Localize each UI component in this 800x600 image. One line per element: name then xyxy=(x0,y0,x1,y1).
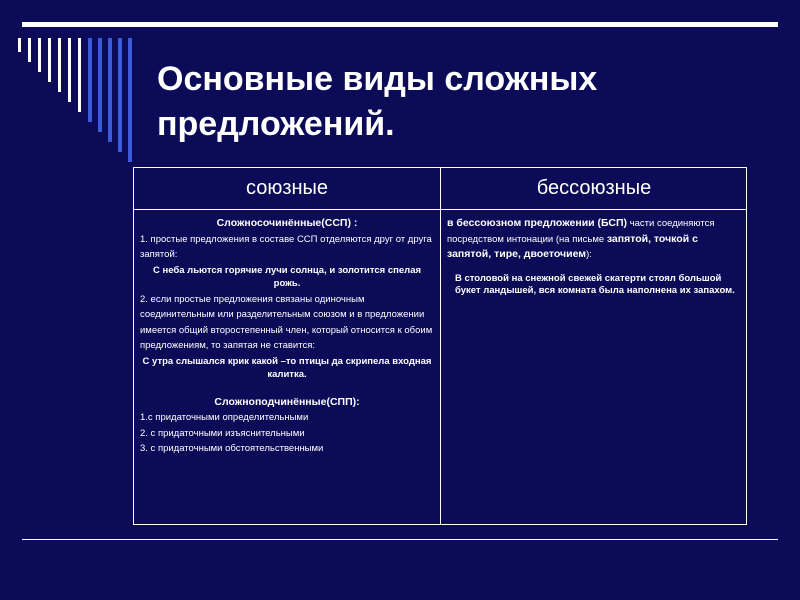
column-divider xyxy=(440,168,441,524)
ssp-rule-1: 1. простые предложения в составе ССП отделяются друг от друга запятой: xyxy=(140,233,432,260)
spp-item-3: 3. с придаточными обстоятельственными xyxy=(140,443,324,454)
comparison-table xyxy=(133,167,747,525)
decorative-stripes xyxy=(18,38,138,163)
header-union: союзные xyxy=(245,177,329,199)
ssp-example-1: С неба льются горячие лучи солнца, и золотится спелая рожь. xyxy=(152,264,422,289)
cell-union-content xyxy=(140,216,434,457)
bsp-definition xyxy=(447,216,739,263)
bsp-text: части соединяются посредством интонации (на письме xyxy=(447,218,715,245)
ssp-title: Сложносочинённые(ССП) : xyxy=(216,217,358,229)
ssp-rule-2: 2. если простые предложения связаны одиночным соединительным или разделительным союзом и в предложении имеется общий второстепенный член, который относится к обоим предложениям, то запятая не ставится: xyxy=(140,293,433,351)
slide-title: Основные виды сложных предложений. xyxy=(157,60,598,143)
spp-item-1: 1.с придаточными определительными xyxy=(140,412,309,423)
bsp-punctuation: запятой, точкой с запятой, тире, двоеточием xyxy=(447,232,698,260)
spp-title: Сложноподчинённые(СПП): xyxy=(214,395,360,408)
bsp-term: в бессоюзном предложении (БСП) xyxy=(447,217,628,229)
header-divider xyxy=(134,209,746,210)
cell-nonunion-content xyxy=(447,216,739,298)
header-nonunion: бессоюзные xyxy=(536,177,652,199)
spp-item-2: 2. с придаточными изъяснительными xyxy=(140,427,305,439)
bsp-example: В столовой на снежной свежей скатерти стоял большой букет ландышей, вся комната была наполнена их запахом. xyxy=(455,272,735,296)
top-divider xyxy=(22,22,778,27)
bottom-divider xyxy=(22,539,778,540)
bsp-end: ): xyxy=(586,249,592,260)
ssp-example-2: С утра слышался крик какой –то птицы да скрипела входная калитка. xyxy=(142,355,432,380)
